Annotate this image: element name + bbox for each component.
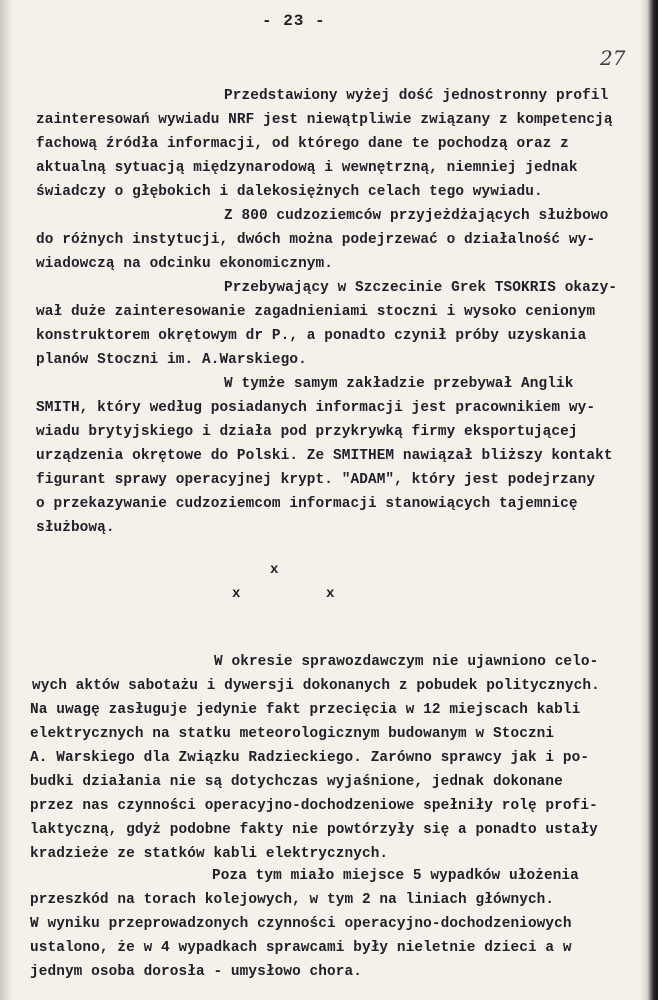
text-line: wał duże zainteresowanie zagadnieniami stoczni i wysoko cenionym	[36, 304, 596, 320]
text-line: wych aktów sabotażu i dywersji dokonanych z pobudek politycznych.	[32, 678, 600, 694]
separator-mark-left: x	[232, 586, 241, 602]
text-line: o przekazywanie cudzoziemcom informacji stanowiących tajemnicę	[36, 496, 578, 512]
text-line: do różnych instytucji, dwóch można podejrzewać o działalność wy-	[36, 232, 596, 248]
text-line: SMITH, który według posiadanych informacji jest pracownikiem wy-	[36, 400, 596, 416]
text-line: fachową źródła informacji, od którego dane te pochodzą oraz z	[36, 136, 569, 152]
text-line: figurant sprawy operacyjnej krypt. "ADAM", który jest podejrzany	[36, 472, 596, 488]
text-line: wiadowczą na odcinku ekonomicznym.	[36, 256, 334, 272]
text-line: zainteresowań wywiadu NRF jest niewątpliwie związany z kompetencją	[36, 112, 613, 128]
text-line: Na uwagę zasługuje jedynie fakt przecięcia w 12 miejscach kabli	[30, 702, 581, 718]
text-line: wiadu brytyjskiego i działa pod przykrywką firmy eksportującej	[36, 424, 578, 440]
text-line: konstruktorem okrętowym dr P., a ponadto czynił próby uzyskania	[36, 328, 587, 344]
page-right-edge	[640, 0, 658, 1000]
text-line: kradzieże ze statków kabli elektrycznych.	[30, 846, 389, 862]
page-number: - 23 -	[262, 12, 326, 30]
text-line: ustalono, że w 4 wypadkach sprawcami były nieletnie dzieci a w	[30, 940, 572, 956]
text-line: Z 800 cudzoziemców przyjeżdżających służbowo	[224, 208, 609, 224]
text-line: W wyniku przeprowadzonych czynności operacyjno-dochodzeniowych	[30, 916, 572, 932]
page-left-shadow	[0, 0, 14, 1000]
text-line: budki działania nie są dotychczas wyjaśnione, jednak dokonane	[30, 774, 563, 790]
text-line: jednym osoba dorosła - umysłowo chora.	[30, 964, 362, 980]
separator-mark-right: x	[326, 586, 335, 602]
text-line: Poza tym miało miejsce 5 wypadków ułożenia	[212, 868, 579, 884]
text-line: aktualną sytuacją międzynarodową i wewnętrzną, niemniej jednak	[36, 160, 578, 176]
text-line: Przebywający w Szczecinie Grek TSOKRIS okazy-	[224, 280, 618, 296]
text-line: przeszkód na torach kolejowych, w tym 2 na liniach głównych.	[30, 892, 555, 908]
separator-mark-top: x	[270, 562, 279, 578]
text-line: W tymże samym zakładzie przebywał Anglik	[224, 376, 574, 392]
text-line: elektrycznych na statku meteorologicznym budowanym w Stoczni	[30, 726, 555, 742]
handwritten-archive-number: 27	[600, 46, 626, 70]
text-line: planów Stoczni im. A.Warskiego.	[36, 352, 307, 368]
text-line: urządzenia okrętowe do Polski. Ze SMITHEM nawiązał bliższy kontakt	[36, 448, 613, 464]
text-line: A. Warskiego dla Związku Radzieckiego. Zarówno sprawcy jak i po-	[30, 750, 590, 766]
text-line: przez nas czynności operacyjno-dochodzeniowe spełniły rolę profi-	[30, 798, 598, 814]
text-line: Przedstawiony wyżej dość jednostronny profil	[224, 88, 609, 104]
text-line: świadczy o głębokich i dalekosiężnych celach tego wywiadu.	[36, 184, 543, 200]
text-line: służbową.	[36, 520, 115, 536]
text-line: laktyczną, gdyż podobne fakty nie powtórzyły się a ponadto ustały	[30, 822, 598, 838]
text-line: W okresie sprawozdawczym nie ujawniono celo-	[214, 654, 599, 670]
